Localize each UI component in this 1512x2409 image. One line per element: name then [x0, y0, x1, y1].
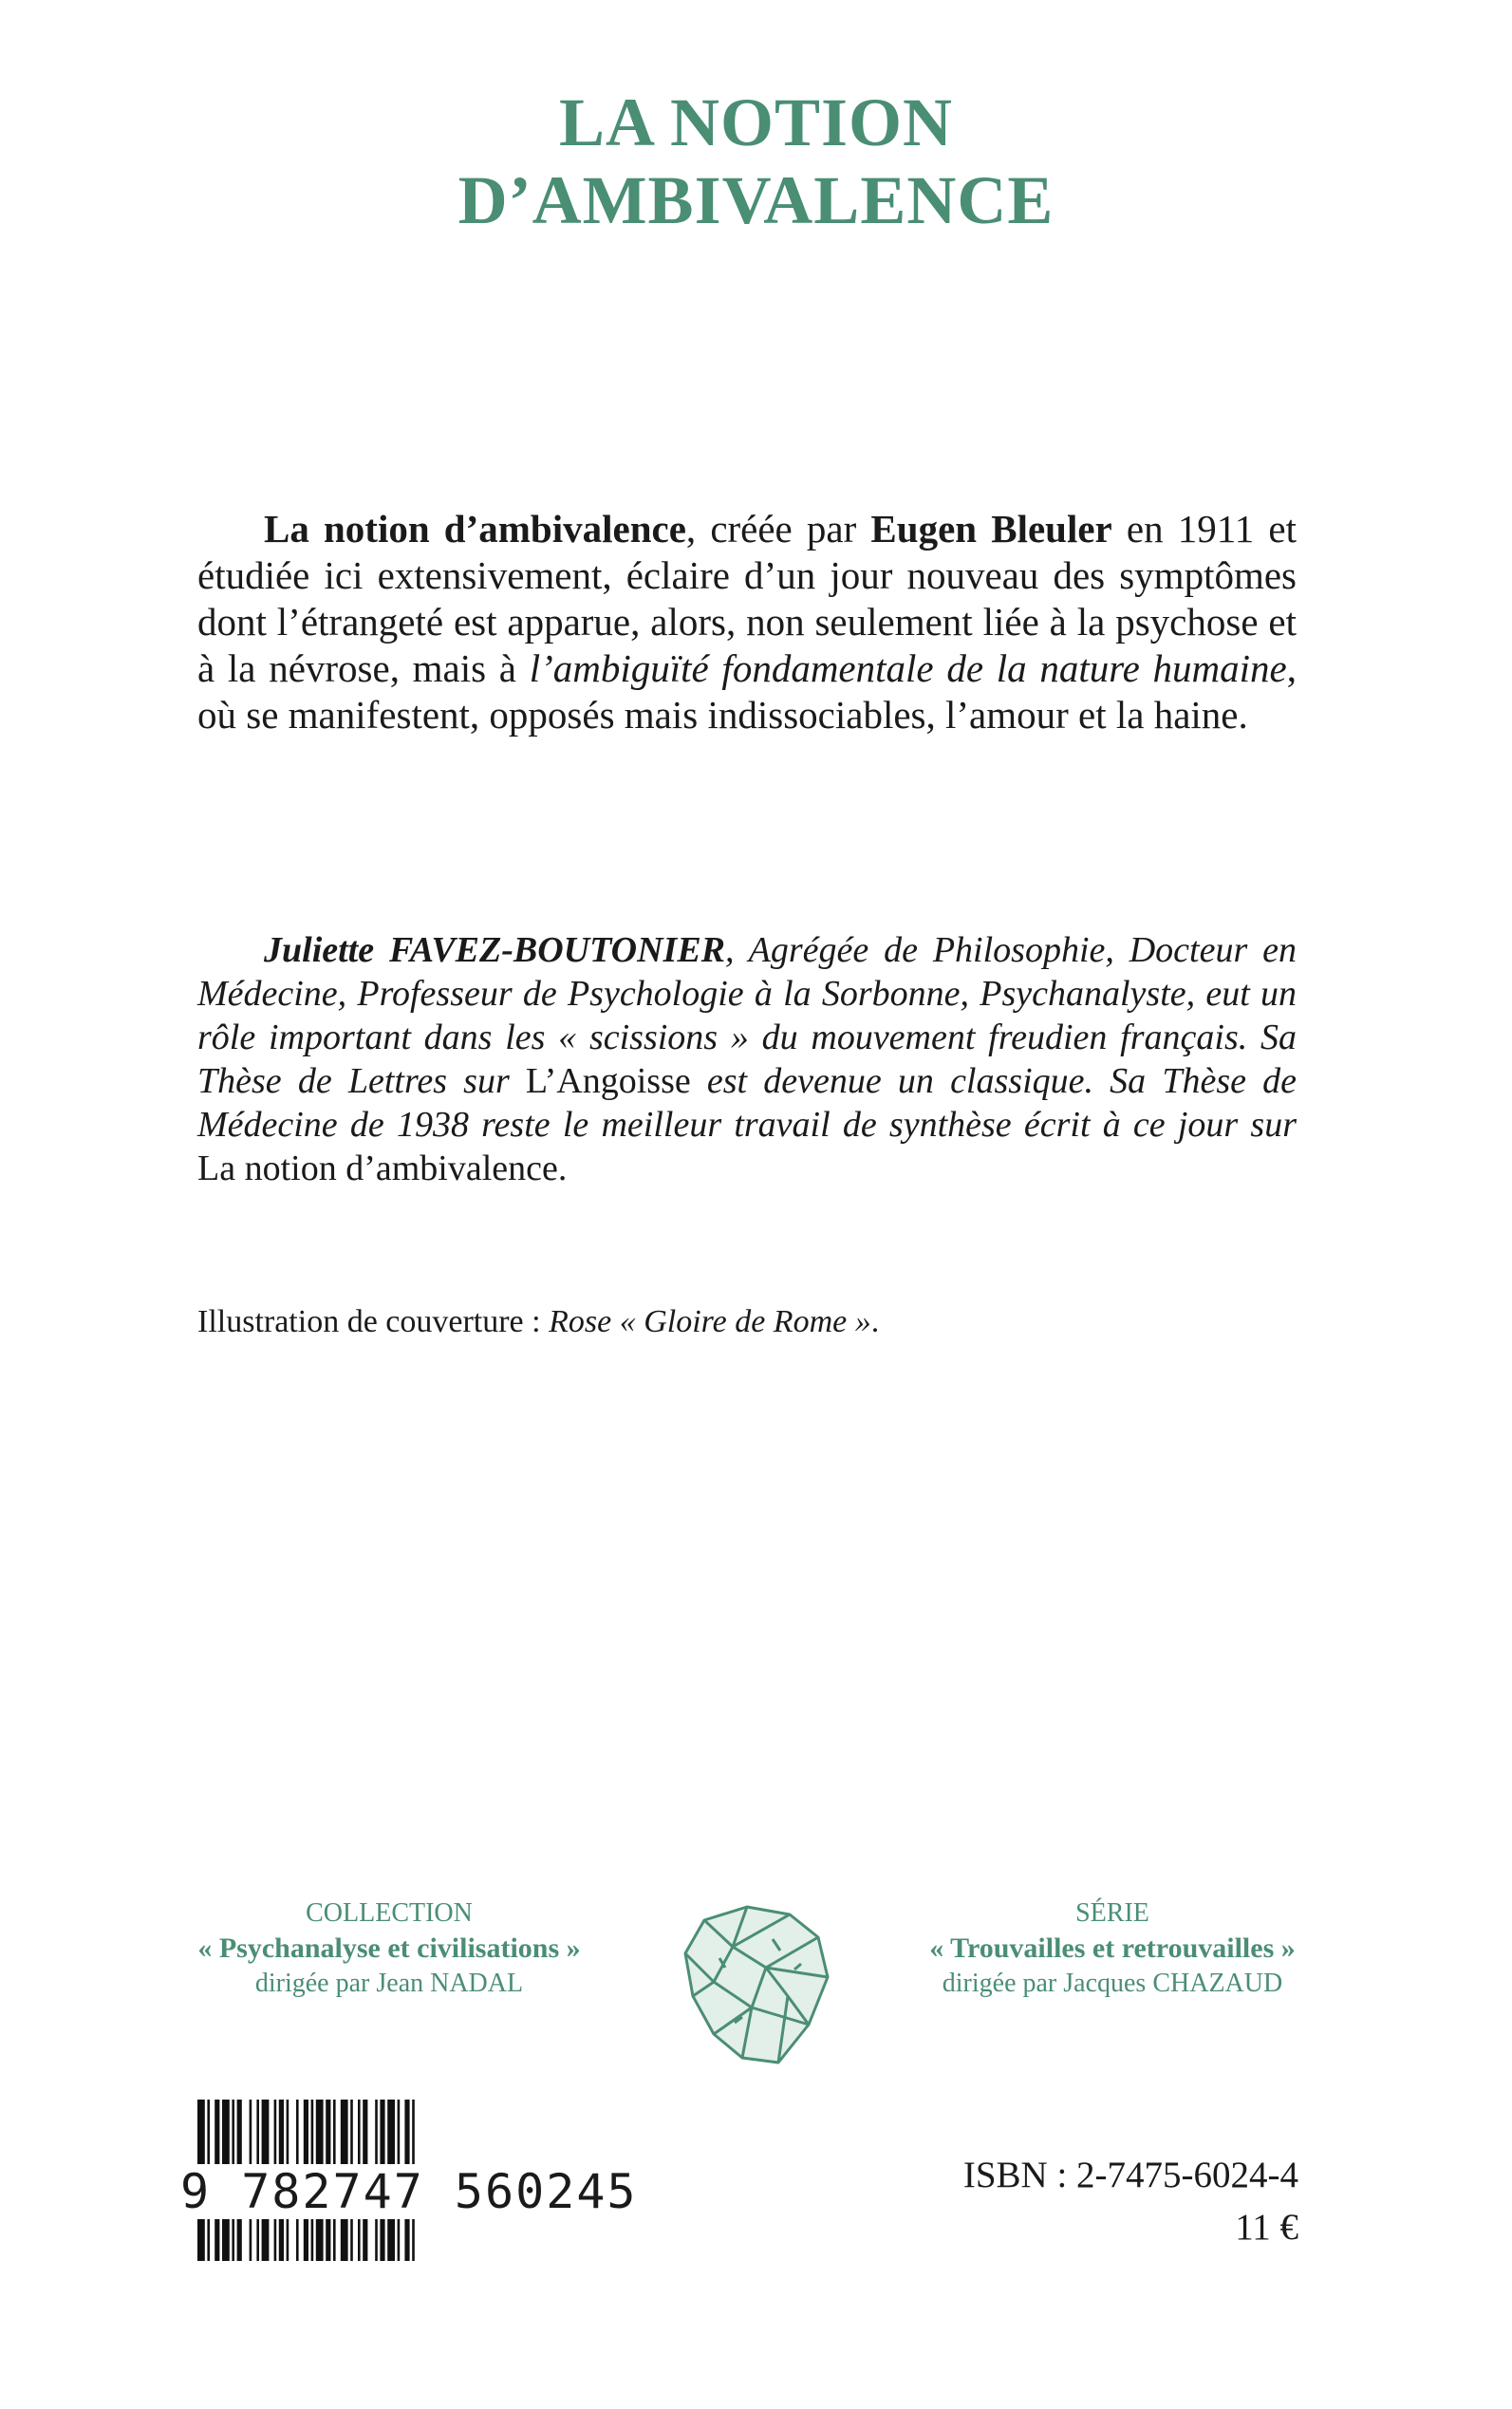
intro-text-1: , créée par — [685, 507, 871, 551]
publisher-logo-faceted-crystal-icon — [676, 1901, 837, 2070]
isbn: ISBN : 2-7475-6024-4 — [962, 2155, 1298, 2195]
collection-director: dirigée par Jean NADAL — [254, 1969, 524, 1998]
illustration-end: . — [870, 1304, 880, 1339]
intro-bold-1: La notion d’ambivalence — [264, 507, 686, 551]
bio-text-1: , Agrégée de Philosophie, Docteur en Médecine, Professeur de Psychologie à la Sorbonne, Psychanalyste, eut un rôle important dans les « scissions » du mouvement freudien français. Sa Thèse de Lettres sur — [197, 930, 1297, 1101]
intro-text-3: , où se manifestent, opposés mais indissociables, l’amour et la haine. — [197, 646, 1297, 737]
title-line-2: D’AMBIVALENCE — [457, 162, 1055, 238]
barcode-digits: 9 782747 560245 — [180, 2164, 638, 2219]
illustration-value: Rose « Gloire de Rome » — [549, 1304, 871, 1339]
collection-name: « Psychanalyse et civilisations » — [197, 1933, 581, 1964]
serie-name: « Trouvailles et retrouvailles » — [929, 1933, 1296, 1964]
cover-illustration-credit — [197, 1302, 879, 1342]
intro-paragraph — [197, 506, 1297, 738]
author-name: Juliette FAVEZ-BOUTONIER — [264, 930, 726, 970]
intro-bold-2: Eugen Bleuler — [870, 507, 1112, 551]
bio-text-2: est devenue un classique. Sa Thèse de Médecine de 1938 reste le meilleur travail de synthèse écrit à ce jour sur — [197, 1061, 1297, 1145]
title-line-1: LA NOTION — [558, 84, 954, 160]
bio-upright-2: La notion d’ambivalence — [197, 1148, 558, 1188]
illustration-label: Illustration de couverture : — [197, 1304, 550, 1339]
collection-block — [142, 1895, 636, 2001]
bio-upright-1: L’Angoisse — [525, 1061, 691, 1101]
collection-heading: COLLECTION — [306, 1898, 473, 1928]
author-bio-paragraph — [197, 928, 1297, 1190]
price: 11 € — [1235, 2207, 1298, 2248]
serie-block — [866, 1895, 1359, 2001]
bio-text-3: . — [557, 1148, 568, 1188]
intro-italic-1: l’ambiguïté fondamentale de la nature humaine — [529, 646, 1287, 690]
intro-text-2: en 1911 et étudiée ici extensivement, éclaire d’un jour nouveau des symptômes dont l’étrangeté est apparue, alors, non seulement liée à la psychose et à la névrose, mais à — [197, 507, 1297, 690]
book-title — [0, 84, 1512, 239]
serie-director: dirigée par Jacques CHAZAUD — [942, 1969, 1283, 1998]
serie-heading: SÉRIE — [1075, 1898, 1149, 1928]
